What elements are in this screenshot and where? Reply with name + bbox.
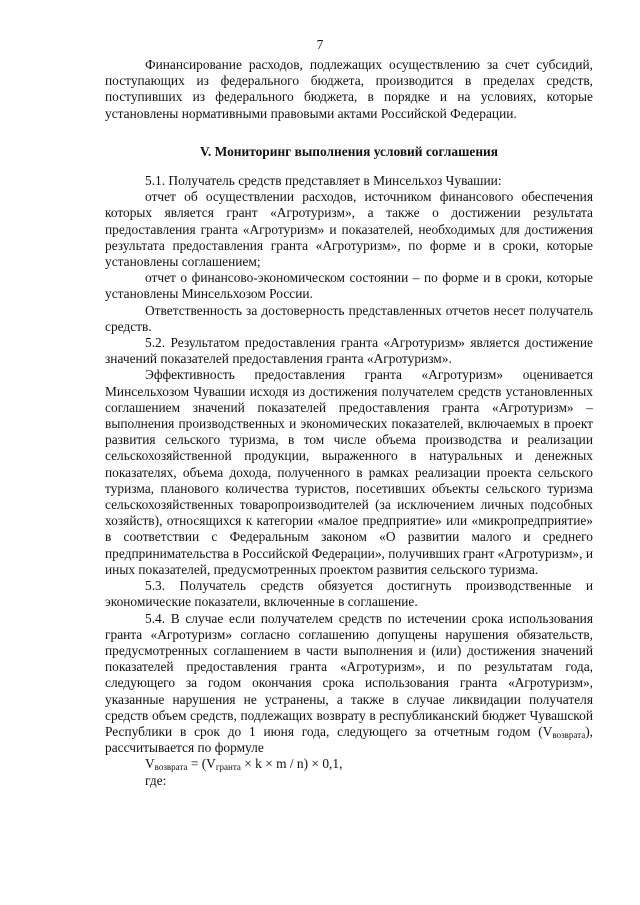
paragraph-5-1-report-expenses: отчет об осуществлении расходов, источником финансового обеспечения которых является грант «Агротуризм», а также о достижении результата предоставления гранта «Агротуризм» и показателей, необходимых для достижения результата предоставления гранта «Агротуризм», по форме и в сроки, которые установлены соглашением; [105, 189, 593, 270]
paragraph-5-2: 5.2. Результатом предоставления гранта «Агротуризм» является достижение значений показателей предоставления гранта «Агротуризм». [105, 335, 593, 367]
paragraph-5-4-tail: ), рассчитывается по формуле [105, 723, 593, 756]
formula-grant-subscript: гранта [215, 762, 241, 773]
paragraph-5-3: 5.3. Получатель средств обязуется достигнуть производственные и экономические показатели, включенные в соглашение. [105, 578, 593, 610]
formula-lhs-subscript: возврата [154, 762, 188, 773]
formula-equals: = (V [187, 756, 216, 772]
paragraph-5-1-responsibility: Ответственность за достоверность представленных отчетов несет получатель средств. [105, 302, 593, 334]
v-return-open: (V [530, 723, 553, 739]
paragraph-5-1: 5.1. Получатель средств представляет в Минсельхоз Чувашии: [145, 173, 502, 189]
page-number: 7 [316, 37, 324, 52]
return-formula [105, 756, 593, 772]
document-body [105, 57, 593, 789]
formula-lhs: V [145, 756, 155, 772]
paragraph-5-4-text: 5.4. В случае если получателем средств по истечении срока использования гранта «Агротуризм» согласно соглашению допущены нарушения обязательств, предусмотренных соглашением в части выполнения и (или) достижения значений показателей предоставления гранта «Агротуризм», и по результатам года, следующего за годом окончания срока использования гранта «Агротуризм», указанные нарушения не устранены, а также в случае ликвидации получателя средств объем средств, подлежащих возврату в республиканский бюджет Чувашской Республики в срок до 1 июня года, следующего за отчетным годом [105, 610, 593, 739]
intro-paragraph: Финансирование расходов, подлежащих осуществлению за счет субсидий, поступающих из федерального бюджета, производится в пределах средств, поступивших из федерального бюджета, в порядке и на условиях, которые установлены нормативными правовыми актами Российской Федерации. [105, 57, 593, 121]
section-heading: V. Мониторинг выполнения условий соглашения [199, 143, 499, 159]
paragraph-5-2-efficiency: Эффективность предоставления гранта «Агротуризм» оценивается Минсельхозом Чувашии исходя из достижения получателем средств установленных соглашением значений показателей предоставления гранта «Агротуризм» – выполнения производственных и экономических показателей, включаемых в проект развития сельского туризма, в том числе объема производства и реализации сельскохозяйственной продукции, выраженного в натуральных и денежных показателях, объема дохода, полученного в рамках реализации проекта сельского туризма, планового количества туристов, посетивших объекты сельского туризма сельскохозяйственных товаропроизводителей (за исключением личных подсобных хозяйств), относящихся к категории «малое предприятие» или «микропредприятие» в соответствии с Федеральным законом «О развитии малого и среднего предпринимательства в Российской Федерации», получивших грант «Агротуризм», и иных показателей, предусмотренных проектом развития сельского туризма. [105, 367, 593, 577]
v-return-subscript: возврата [552, 729, 586, 740]
formula-rest: × k × m / n) × 0,1, [240, 756, 343, 772]
paragraph-5-1-report-financial: отчет о финансово-экономическом состоянии – по форме и в сроки, которые установлены Минсельхозом России. [105, 270, 593, 302]
paragraph-5-4 [105, 611, 593, 757]
where-label: где: [145, 772, 167, 788]
